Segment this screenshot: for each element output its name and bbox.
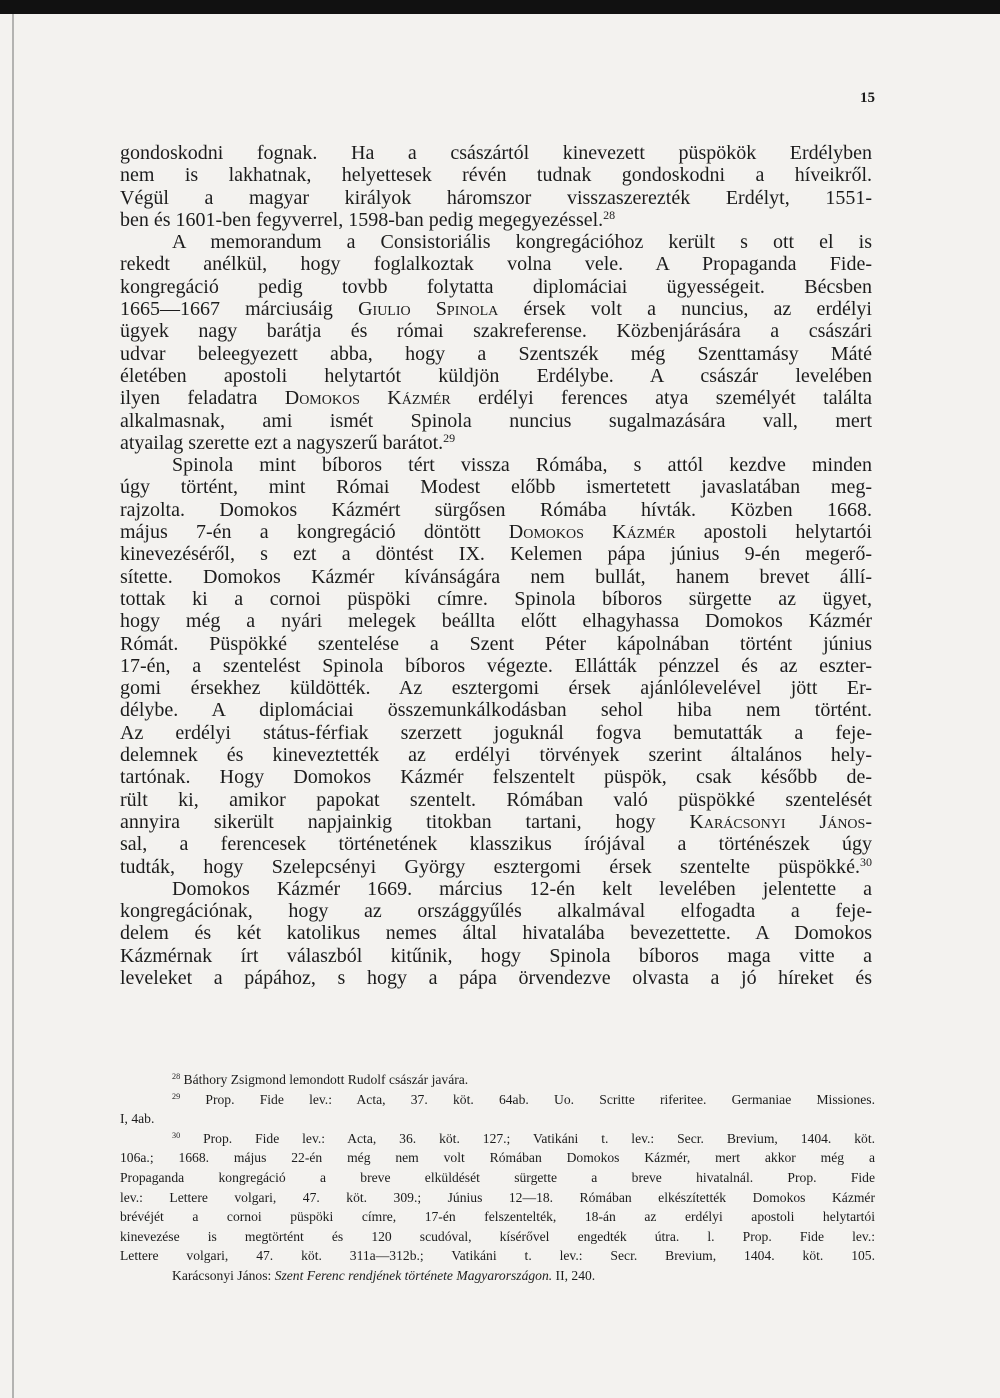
text-segment: ilyen feladatra [120, 387, 285, 410]
footnote-line [120, 1090, 875, 1110]
text-line [120, 856, 872, 878]
text-line [120, 276, 872, 298]
text-segment: Giulio Spinola [358, 298, 499, 321]
text-line [120, 945, 872, 967]
text-line [120, 142, 872, 164]
page-edge [12, 14, 14, 1398]
text-segment: udvar beleegyezett abba, hogy a Szentszék még Szenttamásy Máté [120, 342, 872, 365]
text-line [120, 722, 872, 744]
text-segment: kinevezése is megtörtént és 120 scudóval, kísérővel engedték útra. l. Prop. Fide lev.: [120, 1228, 875, 1244]
text-line [120, 410, 872, 432]
text-segment: Karácsonyi János: [172, 1267, 275, 1283]
text-segment: Lettere volgari, 47. köt. 311a—312b.; Vatikáni t. lev.: Secr. Brevium, 1404. köt. 105. [120, 1248, 875, 1264]
footnote-marker: 28 [172, 1072, 181, 1082]
text-line [120, 878, 872, 900]
footnote-line [120, 1129, 875, 1149]
text-segment: Domokos Kázmér 1669. március 12-én kelt levelében jelentette a [172, 877, 872, 900]
text-segment: érsek volt a nuncius, az erdélyi [498, 298, 872, 321]
text-line [120, 432, 872, 454]
footnote-line [120, 1246, 875, 1266]
text-segment: Szent Ferenc rendjének története Magyarországon. [274, 1267, 553, 1283]
footnote-line [120, 1148, 875, 1168]
text-segment: gondoskodni fognak. Ha a császártól kinevezett püspökök Erdélyben [120, 142, 872, 164]
text-segment: úgy történt, mint Római Modest előbb ismertetett javaslatában meg- [120, 476, 872, 499]
footnote-line [120, 1207, 875, 1227]
text-segment: I, 4ab. [120, 1111, 155, 1127]
text-segment: 1665—1667 márciusáig [120, 298, 359, 321]
text-line [120, 499, 872, 521]
text-line [120, 209, 872, 231]
text-line [120, 320, 872, 342]
text-line [120, 253, 872, 275]
text-line [120, 588, 872, 610]
text-segment: Végül a magyar királyok háromszor visszaszerezték Erdélyt, 1551- [120, 186, 872, 209]
footnote-line [120, 1227, 875, 1247]
text-line [120, 187, 872, 209]
text-line [120, 655, 872, 677]
text-segment: II, 240. [552, 1267, 596, 1283]
text-segment: annyira sikerült napjainkig titokban tartani, hogy [120, 810, 690, 833]
text-segment: lev.: Lettere volgari, 47. köt. 309.; Június 12—18. Rómában elkészítették Domokos Kázmér [120, 1189, 875, 1205]
text-segment: május 7-én a kongregáció döntött [120, 521, 509, 544]
footnote-line [120, 1109, 875, 1129]
text-line [120, 967, 872, 989]
text-segment: kongregációnak, hogy az országgyűlés alkalmával elfogadta a feje- [120, 900, 872, 923]
text-line [120, 922, 872, 944]
text-line [120, 298, 872, 320]
text-line [120, 231, 872, 253]
text-line [120, 610, 872, 632]
text-line [120, 633, 872, 655]
text-segment: Domokos Kázmér [508, 521, 676, 544]
text-segment: Karácsonyi János [689, 810, 866, 833]
footnote-marker: 28 [603, 207, 616, 222]
text-segment: nem is lakhatnak, helyettesek révén tudnak gondoskodni a híveikről. [120, 164, 872, 187]
text-line [120, 789, 872, 811]
text-segment: delemnek és kineveztették az erdélyi törvények szerint általános hely- [120, 744, 872, 767]
footnote-marker: 30 [172, 1130, 181, 1140]
text-line [120, 677, 872, 699]
text-segment: sal, a ferencesek történetének klasszikus írójával a történészek úgy [120, 833, 872, 856]
text-segment: Kázmérnak írt válaszból kitűnik, hogy Spinola bíboros maga vitte a [120, 944, 872, 967]
text-segment: Az erdélyi státus-férfiak szerzett joguknál fogva bemutatták a feje- [120, 721, 872, 744]
text-segment: 106a.; 1668. május 22-én még nem volt Rómában Domokos Kázmér, mert akkor még a [120, 1150, 875, 1166]
text-segment: leveleket a pápához, s hogy a pápa örvendezve olvasta a jó híreket és [120, 966, 872, 989]
text-line [120, 387, 872, 409]
text-segment: délybe. A diplomáciai összemunkálkodásban sehol hiba nem történt. [120, 699, 872, 722]
text-segment: erdélyi ferences atya személyét találta [450, 387, 872, 410]
body-text [120, 142, 872, 989]
text-segment: rajzolta. Domokos Kázmért sürgősen Rómába hívták. Közben 1668. [120, 498, 872, 521]
text-segment: Báthory Zsigmond lemondott Rudolf császár javára. [180, 1072, 469, 1087]
text-segment: apostoli helytartói [675, 521, 872, 544]
text-segment: A memorandum a Consistoriális kongregációhoz került s ott el is [172, 231, 872, 254]
footnote-line [120, 1188, 875, 1208]
text-line [120, 699, 872, 721]
text-segment: hogy még a nyári melegek beállta előtt elhagyhassa Domokos Kázmér [120, 610, 872, 633]
text-line [120, 343, 872, 365]
footnote-marker: 29 [172, 1091, 181, 1101]
footnotes [120, 1070, 875, 1286]
text-line [120, 566, 872, 588]
text-segment: tottak ki a cornoi püspöki címre. Spinola bíboros sürgette az ügyet, [120, 587, 872, 610]
text-line [120, 543, 872, 565]
text-segment: gomi érsekhez küldötték. Az esztergomi érsek ajánlólevelével jött Er- [120, 677, 872, 700]
text-segment: sítette. Domokos Kázmér kívánságára nem bullát, hanem brevet állí- [120, 565, 872, 588]
footnote-line [120, 1266, 875, 1286]
text-segment: rült ki, amikor papokat szentelt. Rómában való püspökké szentelését [120, 788, 872, 811]
text-segment: rekedt anélkül, hogy foglalkoztak volna vele. A Propaganda Fide- [120, 253, 872, 276]
text-segment: kinevezéséről, s ezt a döntést IX. Kelemen pápa június 9-én megerő- [120, 543, 872, 566]
text-segment: tartónak. Hogy Domokos Kázmér felszentelt püspök, csak később de- [120, 766, 872, 789]
text-segment: tudták, hogy Szelepcsényi György esztergomi érsek szentelte püspökké. [120, 855, 860, 878]
text-segment: Prop. Fide lev.: Acta, 37. köt. 64ab. Uo. Scritte riferitee. Germaniae Missiones. [180, 1091, 875, 1107]
top-border [0, 0, 1000, 14]
text-line [120, 365, 872, 387]
footnote-line [120, 1168, 875, 1188]
text-segment: alkalmasnak, ami ismét Spinola nuncius sugalmazására vall, mert [120, 409, 872, 432]
text-segment: Rómát. Püspökké szentelése a Szent Péter kápolnában történt június [120, 632, 872, 655]
footnote-line [120, 1070, 875, 1090]
text-segment: kongregáció pedig tovbb folytatta diplomáciai ügyességeit. Bécsben [120, 275, 872, 298]
text-segment: Domokos Kázmér [284, 387, 451, 410]
text-line [120, 454, 872, 476]
page-number: 15 [860, 90, 875, 106]
text-line [120, 476, 872, 498]
text-segment: ügyek nagy barátja és római szakreferense. Közbenjárására a császári [120, 320, 872, 343]
text-line [120, 766, 872, 788]
text-line [120, 833, 872, 855]
text-line [120, 811, 872, 833]
text-line [120, 744, 872, 766]
text-segment: - [865, 810, 872, 833]
text-segment: atyailag szerette ezt a nagyszerű barátot. [120, 431, 444, 454]
text-segment: 17-én, a szentelést Spinola bíboros végezte. Ellátták pénzzel és az eszter- [120, 654, 872, 677]
text-segment: brévéjét a cornoi püspöki címre, 17-én felszentelték, 18-án az erdélyi apostoli helytartói [120, 1209, 875, 1225]
text-line [120, 900, 872, 922]
text-line [120, 164, 872, 186]
text-segment: ben és 1601-ben fegyverrel, 1598-ban pedig megegyezéssel. [120, 208, 604, 231]
text-line [120, 521, 872, 543]
text-segment: Spinola mint bíboros tért vissza Rómába, s attól kezdve minden [172, 454, 872, 477]
text-segment: Prop. Fide lev.: Acta, 36. köt. 127.; Vatikáni t. lev.: Secr. Brevium, 1404. köt. [180, 1130, 875, 1146]
text-segment: Propaganda kongregáció a breve elküldését sürgette a breve hivatalnál. Prop. Fide [120, 1169, 875, 1185]
text-segment: életében apostoli helytartót küldjön Erdélybe. A császár levelében [120, 364, 872, 387]
footnote-marker: 29 [443, 430, 456, 445]
text-segment: delem és két katolikus nemes által hivatalába bevezettette. A Domokos [120, 922, 872, 945]
footnote-marker: 30 [860, 854, 872, 869]
